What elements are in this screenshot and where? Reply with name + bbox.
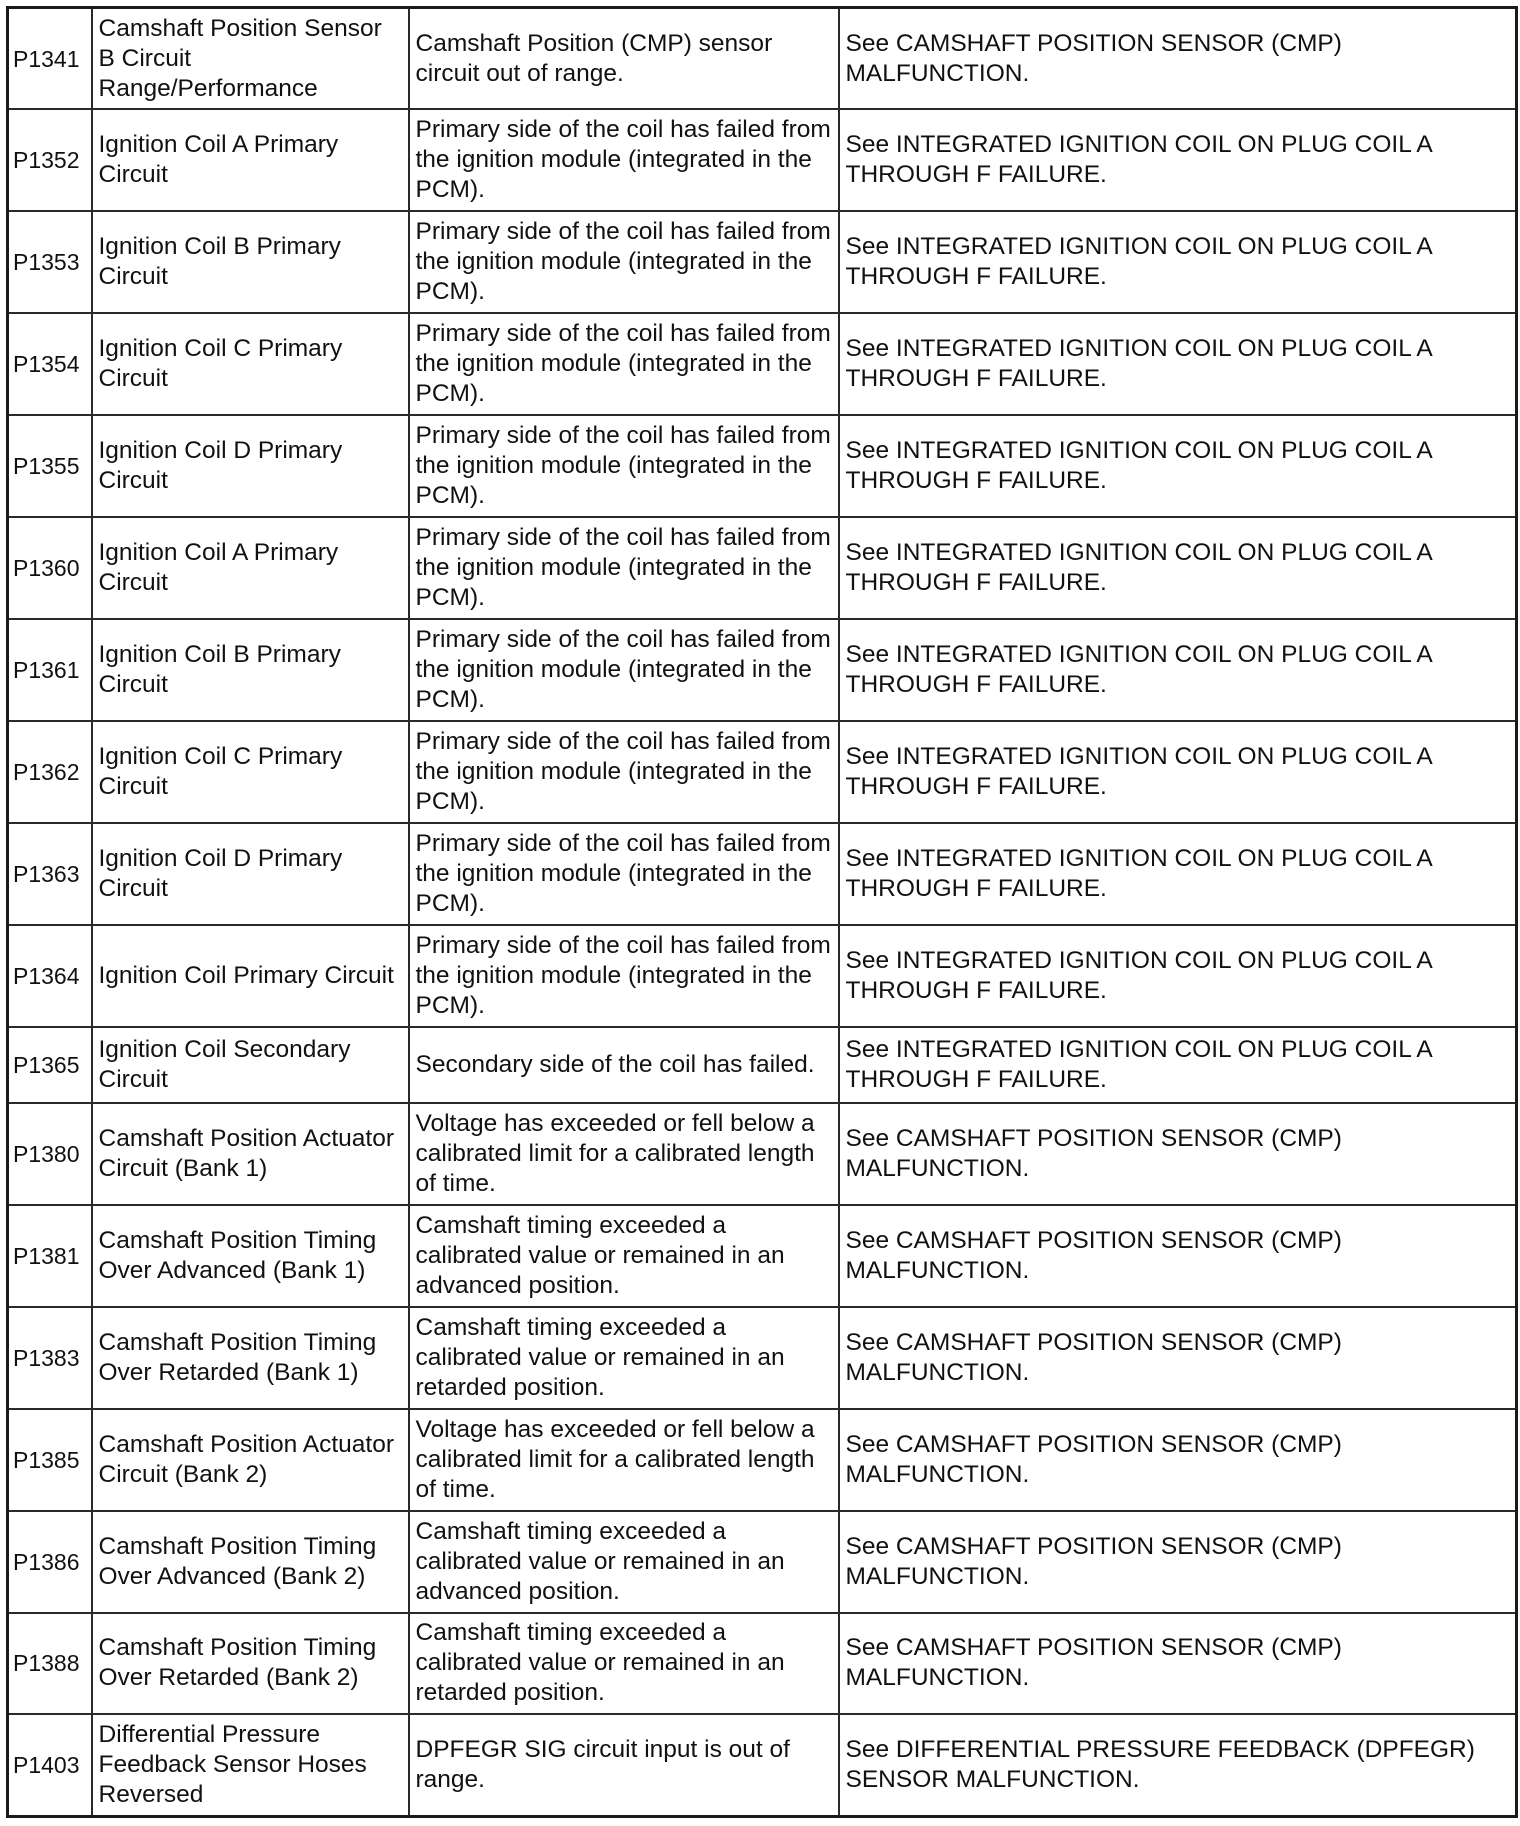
dtc-name: Camshaft Position Timing Over Advanced (Bank 2) [92, 1511, 409, 1613]
dtc-code: P1383 [8, 1307, 92, 1409]
table-row [8, 211, 1517, 313]
dtc-code: P1403 [8, 1714, 92, 1816]
dtc-table [6, 6, 1518, 1818]
dtc-name: Camshaft Position Timing Over Retarded (Bank 2) [92, 1613, 409, 1715]
table-row [8, 8, 1517, 110]
dtc-description: Camshaft timing exceeded a calibrated value or remained in an retarded position. [409, 1613, 839, 1715]
dtc-code: P1355 [8, 415, 92, 517]
dtc-code: P1354 [8, 313, 92, 415]
dtc-action: See CAMSHAFT POSITION SENSOR (CMP) MALFUNCTION. [839, 1307, 1517, 1409]
dtc-name: Camshaft Position Actuator Circuit (Bank 1) [92, 1103, 409, 1205]
dtc-name: Camshaft Position Actuator Circuit (Bank 2) [92, 1409, 409, 1511]
dtc-name: Ignition Coil D Primary Circuit [92, 823, 409, 925]
dtc-code: P1363 [8, 823, 92, 925]
table-row [8, 1511, 1517, 1613]
dtc-description: Primary side of the coil has failed from the ignition module (integrated in the PCM). [409, 823, 839, 925]
dtc-description: Secondary side of the coil has failed. [409, 1027, 839, 1103]
dtc-description: Primary side of the coil has failed from the ignition module (integrated in the PCM). [409, 721, 839, 823]
dtc-code: P1365 [8, 1027, 92, 1103]
dtc-description: Voltage has exceeded or fell below a calibrated limit for a calibrated length of time. [409, 1409, 839, 1511]
dtc-name: Camshaft Position Timing Over Advanced (Bank 1) [92, 1205, 409, 1307]
dtc-description: Primary side of the coil has failed from the ignition module (integrated in the PCM). [409, 313, 839, 415]
table-row [8, 313, 1517, 415]
dtc-action: See INTEGRATED IGNITION COIL ON PLUG COIL A THROUGH F FAILURE. [839, 823, 1517, 925]
dtc-code: P1341 [8, 8, 92, 110]
dtc-description: Camshaft timing exceeded a calibrated value or remained in an advanced position. [409, 1205, 839, 1307]
dtc-code: P1381 [8, 1205, 92, 1307]
dtc-code: P1362 [8, 721, 92, 823]
dtc-description: Primary side of the coil has failed from the ignition module (integrated in the PCM). [409, 211, 839, 313]
dtc-action: See INTEGRATED IGNITION COIL ON PLUG COIL A THROUGH F FAILURE. [839, 1027, 1517, 1103]
dtc-action: See INTEGRATED IGNITION COIL ON PLUG COIL A THROUGH F FAILURE. [839, 109, 1517, 211]
table-row [8, 925, 1517, 1027]
table-row [8, 1307, 1517, 1409]
dtc-code: P1360 [8, 517, 92, 619]
table-row [8, 1103, 1517, 1205]
dtc-description: Primary side of the coil has failed from the ignition module (integrated in the PCM). [409, 517, 839, 619]
table-row [8, 415, 1517, 517]
dtc-action: See DIFFERENTIAL PRESSURE FEEDBACK (DPFEGR) SENSOR MALFUNCTION. [839, 1714, 1517, 1816]
dtc-name: Ignition Coil A Primary Circuit [92, 517, 409, 619]
dtc-action: See INTEGRATED IGNITION COIL ON PLUG COIL A THROUGH F FAILURE. [839, 415, 1517, 517]
dtc-name: Ignition Coil A Primary Circuit [92, 109, 409, 211]
dtc-name: Ignition Coil Secondary Circuit [92, 1027, 409, 1103]
table-row [8, 1409, 1517, 1511]
dtc-description: Camshaft Position (CMP) sensor circuit out of range. [409, 8, 839, 110]
dtc-name: Ignition Coil D Primary Circuit [92, 415, 409, 517]
dtc-description: Voltage has exceeded or fell below a calibrated limit for a calibrated length of time. [409, 1103, 839, 1205]
dtc-action: See CAMSHAFT POSITION SENSOR (CMP) MALFUNCTION. [839, 1103, 1517, 1205]
dtc-name: Ignition Coil B Primary Circuit [92, 211, 409, 313]
dtc-description: Camshaft timing exceeded a calibrated value or remained in an retarded position. [409, 1307, 839, 1409]
dtc-action: See INTEGRATED IGNITION COIL ON PLUG COIL A THROUGH F FAILURE. [839, 721, 1517, 823]
dtc-name: Camshaft Position Sensor B Circuit Range/Performance [92, 8, 409, 110]
dtc-name: Ignition Coil C Primary Circuit [92, 721, 409, 823]
dtc-table-body [8, 8, 1517, 1817]
dtc-action: See INTEGRATED IGNITION COIL ON PLUG COIL A THROUGH F FAILURE. [839, 517, 1517, 619]
dtc-name: Camshaft Position Timing Over Retarded (Bank 1) [92, 1307, 409, 1409]
table-row [8, 823, 1517, 925]
table-row [8, 1714, 1517, 1816]
dtc-action: See INTEGRATED IGNITION COIL ON PLUG COIL A THROUGH F FAILURE. [839, 619, 1517, 721]
dtc-code: P1353 [8, 211, 92, 313]
dtc-code: P1361 [8, 619, 92, 721]
table-row [8, 1613, 1517, 1715]
dtc-action: See CAMSHAFT POSITION SENSOR (CMP) MALFUNCTION. [839, 1205, 1517, 1307]
table-row [8, 619, 1517, 721]
dtc-code: P1380 [8, 1103, 92, 1205]
dtc-name: Ignition Coil C Primary Circuit [92, 313, 409, 415]
dtc-action: See CAMSHAFT POSITION SENSOR (CMP) MALFUNCTION. [839, 1409, 1517, 1511]
dtc-code: P1386 [8, 1511, 92, 1613]
table-row [8, 721, 1517, 823]
dtc-action: See CAMSHAFT POSITION SENSOR (CMP) MALFUNCTION. [839, 1511, 1517, 1613]
table-row [8, 517, 1517, 619]
dtc-description: Camshaft timing exceeded a calibrated value or remained in an advanced position. [409, 1511, 839, 1613]
dtc-description: Primary side of the coil has failed from the ignition module (integrated in the PCM). [409, 109, 839, 211]
table-row [8, 1205, 1517, 1307]
dtc-description: DPFEGR SIG circuit input is out of range. [409, 1714, 839, 1816]
dtc-code: P1385 [8, 1409, 92, 1511]
dtc-name: Ignition Coil B Primary Circuit [92, 619, 409, 721]
table-row [8, 109, 1517, 211]
dtc-action: See CAMSHAFT POSITION SENSOR (CMP) MALFUNCTION. [839, 8, 1517, 110]
dtc-description: Primary side of the coil has failed from the ignition module (integrated in the PCM). [409, 925, 839, 1027]
dtc-action: See INTEGRATED IGNITION COIL ON PLUG COIL A THROUGH F FAILURE. [839, 313, 1517, 415]
dtc-action: See INTEGRATED IGNITION COIL ON PLUG COIL A THROUGH F FAILURE. [839, 211, 1517, 313]
dtc-action: See CAMSHAFT POSITION SENSOR (CMP) MALFUNCTION. [839, 1613, 1517, 1715]
table-row [8, 1027, 1517, 1103]
dtc-action: See INTEGRATED IGNITION COIL ON PLUG COIL A THROUGH F FAILURE. [839, 925, 1517, 1027]
dtc-code: P1388 [8, 1613, 92, 1715]
dtc-name: Differential Pressure Feedback Sensor Hoses Reversed [92, 1714, 409, 1816]
dtc-code: P1352 [8, 109, 92, 211]
dtc-code: P1364 [8, 925, 92, 1027]
dtc-description: Primary side of the coil has failed from the ignition module (integrated in the PCM). [409, 415, 839, 517]
dtc-description: Primary side of the coil has failed from the ignition module (integrated in the PCM). [409, 619, 839, 721]
dtc-name: Ignition Coil Primary Circuit [92, 925, 409, 1027]
